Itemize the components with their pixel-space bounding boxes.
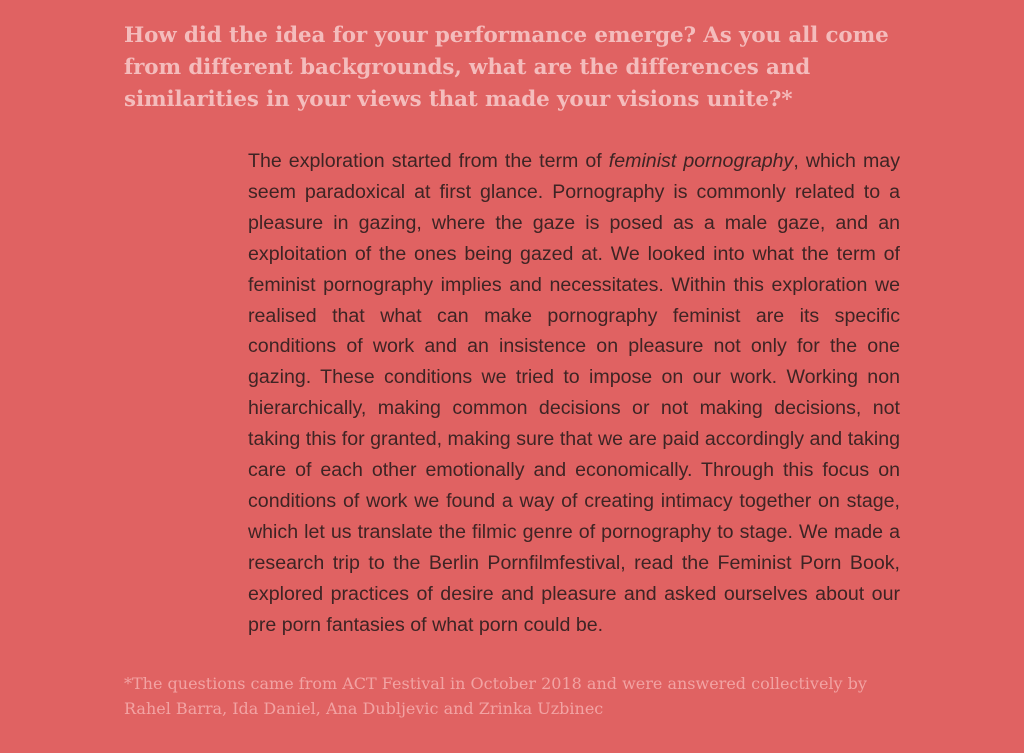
answer-body-text: , which may seem paradoxical at first glance. Pornography is commonly related to a pleasure in gazing, where the gaze is posed as a male gaze, and an exploitation of the ones being gazed at. We looked into what the term of feminist pornography implies and necessitates. Within this exploration we realised that what can make pornography feminist are its specific conditions of work and an insistence on pleasure not only for the one gazing. These conditions we tried to impose on our work. Working non hierarchically, making common decisions or not making decisions, not taking this for granted, making sure that we are paid accordingly and taking care of each other emotionally and economically. Through this focus on conditions of work we found a way of creating intimacy together on stage, which let us translate the filmic genre of pornography to stage. We made a research trip to the Berlin Pornfilmfestival, read the Feminist Porn Book, explored practices of desire and pleasure and asked ourselves about our pre porn fantasies of what porn could be. (248, 150, 900, 636)
answer-lead-text: The exploration started from the term of (248, 150, 609, 172)
answer-emphasis-text: feminist pornography (608, 150, 794, 172)
interview-answer (248, 146, 900, 641)
footnote: *The questions came from ACT Festival in October 2018 and were answered collectively by Rahel Barra, Ida Daniel, Ana Dubljevic and Zrinka Uzbinec (124, 674, 867, 718)
interview-question: How did the idea for your performance emerge? As you all come from different backgrounds, what are the differences and similarities in your views that made your visions unite?* (124, 23, 889, 112)
